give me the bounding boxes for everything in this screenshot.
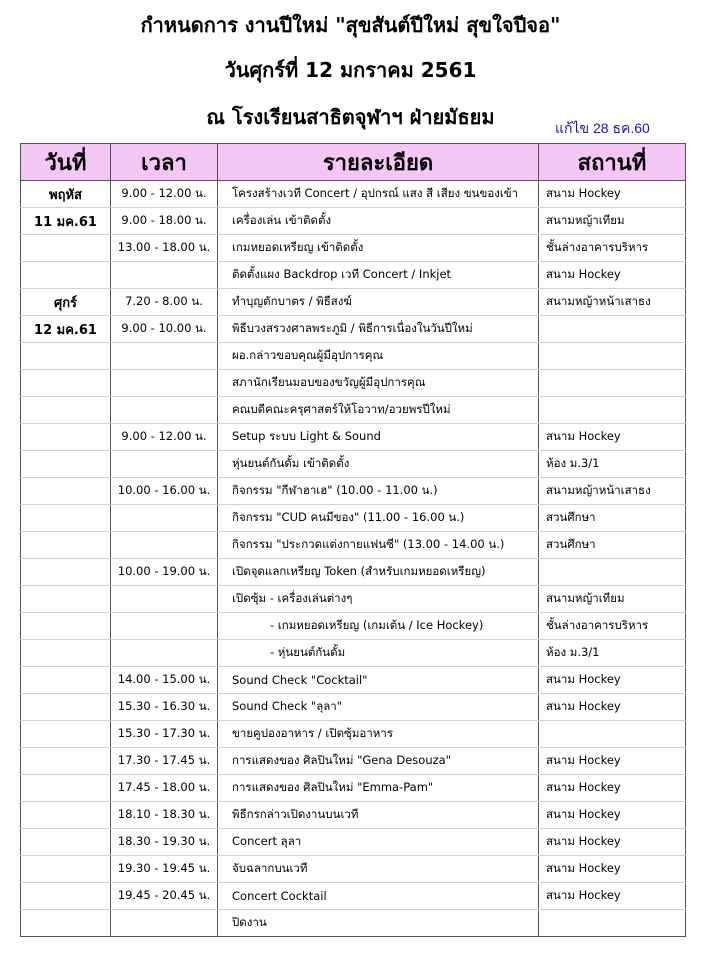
cell-detail: Concert ลุลา <box>218 829 539 856</box>
cell-time: 9.00 - 12.00 น. <box>111 424 218 451</box>
table-row <box>21 667 686 694</box>
cell-detail: - หุ่นยนต์กันดั้ม <box>218 640 539 667</box>
cell-time: 9.00 - 12.00 น. <box>111 181 218 208</box>
cell-place: ชั้นล่างอาคารบริหาร <box>539 613 686 640</box>
cell-day <box>21 775 111 802</box>
cell-day <box>21 856 111 883</box>
cell-detail: ขายคูปองอาหาร / เปิดซุ้มอาหาร <box>218 721 539 748</box>
cell-place: สนาม Hockey <box>539 829 686 856</box>
table-row <box>21 235 686 262</box>
table-row <box>21 316 686 343</box>
cell-day <box>21 343 111 370</box>
column-header-details: รายละเอียด <box>218 144 539 181</box>
table-row <box>21 505 686 532</box>
cell-day <box>21 370 111 397</box>
cell-detail: กิจกรรม "CUD คนมีของ" (11.00 - 16.00 น.) <box>218 505 539 532</box>
cell-place: สนาม Hockey <box>539 883 686 910</box>
cell-place: ห้อง ม.3/1 <box>539 451 686 478</box>
cell-detail: หุ่นยนต์กันดั้ม เข้าติดตั้ง <box>218 451 539 478</box>
cell-day <box>21 397 111 424</box>
cell-time: 14.00 - 15.00 น. <box>111 667 218 694</box>
cell-time <box>111 910 218 937</box>
cell-detail: - เกมหยอดเหรียญ (เกมเต้น / Ice Hockey) <box>218 613 539 640</box>
cell-day <box>21 586 111 613</box>
cell-place: สนาม Hockey <box>539 262 686 289</box>
cell-detail: Sound Check "Cocktail" <box>218 667 539 694</box>
cell-place: สนาม Hockey <box>539 181 686 208</box>
cell-day <box>21 694 111 721</box>
cell-detail: ติดตั้งแผง Backdrop เวที Concert / Inkjet <box>218 262 539 289</box>
cell-detail: เปิดจุดแลกเหรียญ Token (สำหรับเกมหยอดเหรียญ) <box>218 559 539 586</box>
cell-day <box>21 505 111 532</box>
cell-time <box>111 640 218 667</box>
cell-day <box>21 748 111 775</box>
table-row <box>21 262 686 289</box>
table-row <box>21 910 686 937</box>
cell-day <box>21 883 111 910</box>
cell-day <box>21 802 111 829</box>
cell-day <box>21 532 111 559</box>
table-row <box>21 775 686 802</box>
table-row <box>21 181 686 208</box>
cell-place: สนามหญ้าหน้าเสาธง <box>539 289 686 316</box>
table-row <box>21 694 686 721</box>
cell-detail: โครงสร้างเวที Concert / อุปกรณ์ แสง สี เสียง ขนของเข้า <box>218 181 539 208</box>
column-header-location: สถานที่ <box>539 144 686 181</box>
table-row <box>21 208 686 235</box>
cell-detail: กิจกรรม "ประกวดแต่งกายแฟนซี" (13.00 - 14.00 น.) <box>218 532 539 559</box>
cell-detail: สภานักเรียนมอบของขวัญผู้มีอุปการคุณ <box>218 370 539 397</box>
cell-time <box>111 532 218 559</box>
cell-detail: คณบดีคณะครุศาสตร์ให้โอวาท/อวยพรปีใหม่ <box>218 397 539 424</box>
table-row <box>21 559 686 586</box>
revision-note: แก้ไข 28 ธค.60 <box>555 120 650 136</box>
cell-place <box>539 910 686 937</box>
cell-time: 7.20 - 8.00 น. <box>111 289 218 316</box>
cell-day: 11 มค.61 <box>21 208 111 235</box>
cell-day <box>21 613 111 640</box>
table-row <box>21 829 686 856</box>
table-header-row <box>21 144 686 181</box>
cell-detail: การแสดงของ ศิลปินใหม่ "Emma-Pam" <box>218 775 539 802</box>
cell-place: สนามหญ้าเทียม <box>539 208 686 235</box>
cell-time: 19.30 - 19.45 น. <box>111 856 218 883</box>
table-row <box>21 802 686 829</box>
cell-time <box>111 586 218 613</box>
cell-place <box>539 370 686 397</box>
cell-place: สวนศึกษา <box>539 532 686 559</box>
table-row <box>21 532 686 559</box>
cell-day <box>21 451 111 478</box>
column-header-time: เวลา <box>111 144 218 181</box>
cell-time: 19.45 - 20.45 น. <box>111 883 218 910</box>
event-venue: ณ โรงเรียนสาธิตจุฬาฯ ฝ่ายมัธยม <box>206 105 495 129</box>
table-row <box>21 856 686 883</box>
table-row <box>21 370 686 397</box>
cell-detail: เครื่องเล่น เข้าติดตั้ง <box>218 208 539 235</box>
cell-time: 18.30 - 19.30 น. <box>111 829 218 856</box>
schedule-table <box>20 143 686 937</box>
cell-place <box>539 721 686 748</box>
cell-place <box>539 316 686 343</box>
table-row <box>21 478 686 505</box>
cell-place: สนาม Hockey <box>539 667 686 694</box>
cell-time <box>111 451 218 478</box>
cell-time <box>111 505 218 532</box>
cell-time: 10.00 - 19.00 น. <box>111 559 218 586</box>
table-row <box>21 721 686 748</box>
cell-place <box>539 559 686 586</box>
table-row <box>21 397 686 424</box>
cell-time: 15.30 - 16.30 น. <box>111 694 218 721</box>
cell-place: สนามหญ้าหน้าเสาธง <box>539 478 686 505</box>
page-title: กำหนดการ งานปีใหม่ "สุขสันต์ปีใหม่ สุขใจปีจอ" <box>140 13 561 37</box>
cell-time <box>111 262 218 289</box>
cell-detail: เปิดซุ้ม - เครื่องเล่นต่างๆ <box>218 586 539 613</box>
cell-time: 9.00 - 10.00 น. <box>111 316 218 343</box>
cell-detail: Sound Check "ลุลา" <box>218 694 539 721</box>
cell-day <box>21 235 111 262</box>
column-header-date: วันที่ <box>21 144 111 181</box>
cell-time: 15.30 - 17.30 น. <box>111 721 218 748</box>
table-row <box>21 343 686 370</box>
cell-place: ชั้นล่างอาคารบริหาร <box>539 235 686 262</box>
cell-place: สนาม Hockey <box>539 802 686 829</box>
cell-detail: พิธีบวงสรวงศาลพระภูมิ / พิธีการเนื่องในวันปีใหม่ <box>218 316 539 343</box>
table-row <box>21 289 686 316</box>
table-row <box>21 748 686 775</box>
cell-place: สนาม Hockey <box>539 748 686 775</box>
cell-detail: เกมหยอดเหรียญ เข้าติดตั้ง <box>218 235 539 262</box>
event-date: วันศุกร์ที่ 12 มกราคม 2561 <box>224 58 477 82</box>
table-row <box>21 613 686 640</box>
cell-detail: การแสดงของ ศิลปินใหม่ "Gena Desouza" <box>218 748 539 775</box>
cell-detail: จับฉลากบนเวที <box>218 856 539 883</box>
cell-time: 17.30 - 17.45 น. <box>111 748 218 775</box>
cell-detail: พิธีกรกล่าวเปิดงานบนเวที <box>218 802 539 829</box>
table-row <box>21 451 686 478</box>
cell-day <box>21 478 111 505</box>
cell-day <box>21 667 111 694</box>
cell-time: 17.45 - 18.00 น. <box>111 775 218 802</box>
cell-day <box>21 559 111 586</box>
cell-detail: Concert Cocktail <box>218 883 539 910</box>
cell-time: 9.00 - 18.00 น. <box>111 208 218 235</box>
cell-place: สวนศึกษา <box>539 505 686 532</box>
cell-day: พฤหัส <box>21 181 111 208</box>
cell-place: สนาม Hockey <box>539 856 686 883</box>
cell-detail: ทำบุญตักบาตร / พิธีสงฆ์ <box>218 289 539 316</box>
cell-place <box>539 397 686 424</box>
table-row <box>21 883 686 910</box>
table-row <box>21 586 686 613</box>
cell-place: ห้อง ม.3/1 <box>539 640 686 667</box>
cell-time: 18.10 - 18.30 น. <box>111 802 218 829</box>
cell-day <box>21 910 111 937</box>
table-row <box>21 640 686 667</box>
cell-time: 10.00 - 16.00 น. <box>111 478 218 505</box>
cell-day: ศุกร์ <box>21 289 111 316</box>
cell-detail: กิจกรรม "กีฬาฮาเฮ" (10.00 - 11.00 น.) <box>218 478 539 505</box>
cell-time <box>111 613 218 640</box>
cell-place <box>539 343 686 370</box>
cell-day: 12 มค.61 <box>21 316 111 343</box>
cell-detail: Setup ระบบ Light & Sound <box>218 424 539 451</box>
cell-time <box>111 370 218 397</box>
cell-day <box>21 262 111 289</box>
cell-time <box>111 397 218 424</box>
cell-day <box>21 424 111 451</box>
cell-detail: ปิดงาน <box>218 910 539 937</box>
cell-time: 13.00 - 18.00 น. <box>111 235 218 262</box>
table-row <box>21 424 686 451</box>
cell-day <box>21 829 111 856</box>
cell-place: สนามหญ้าเทียม <box>539 586 686 613</box>
cell-place: สนาม Hockey <box>539 775 686 802</box>
cell-detail: ผอ.กล่าวขอบคุณผู้มีอุปการคุณ <box>218 343 539 370</box>
cell-place: สนาม Hockey <box>539 424 686 451</box>
cell-time <box>111 343 218 370</box>
cell-day <box>21 640 111 667</box>
cell-day <box>21 721 111 748</box>
cell-place: สนาม Hockey <box>539 694 686 721</box>
